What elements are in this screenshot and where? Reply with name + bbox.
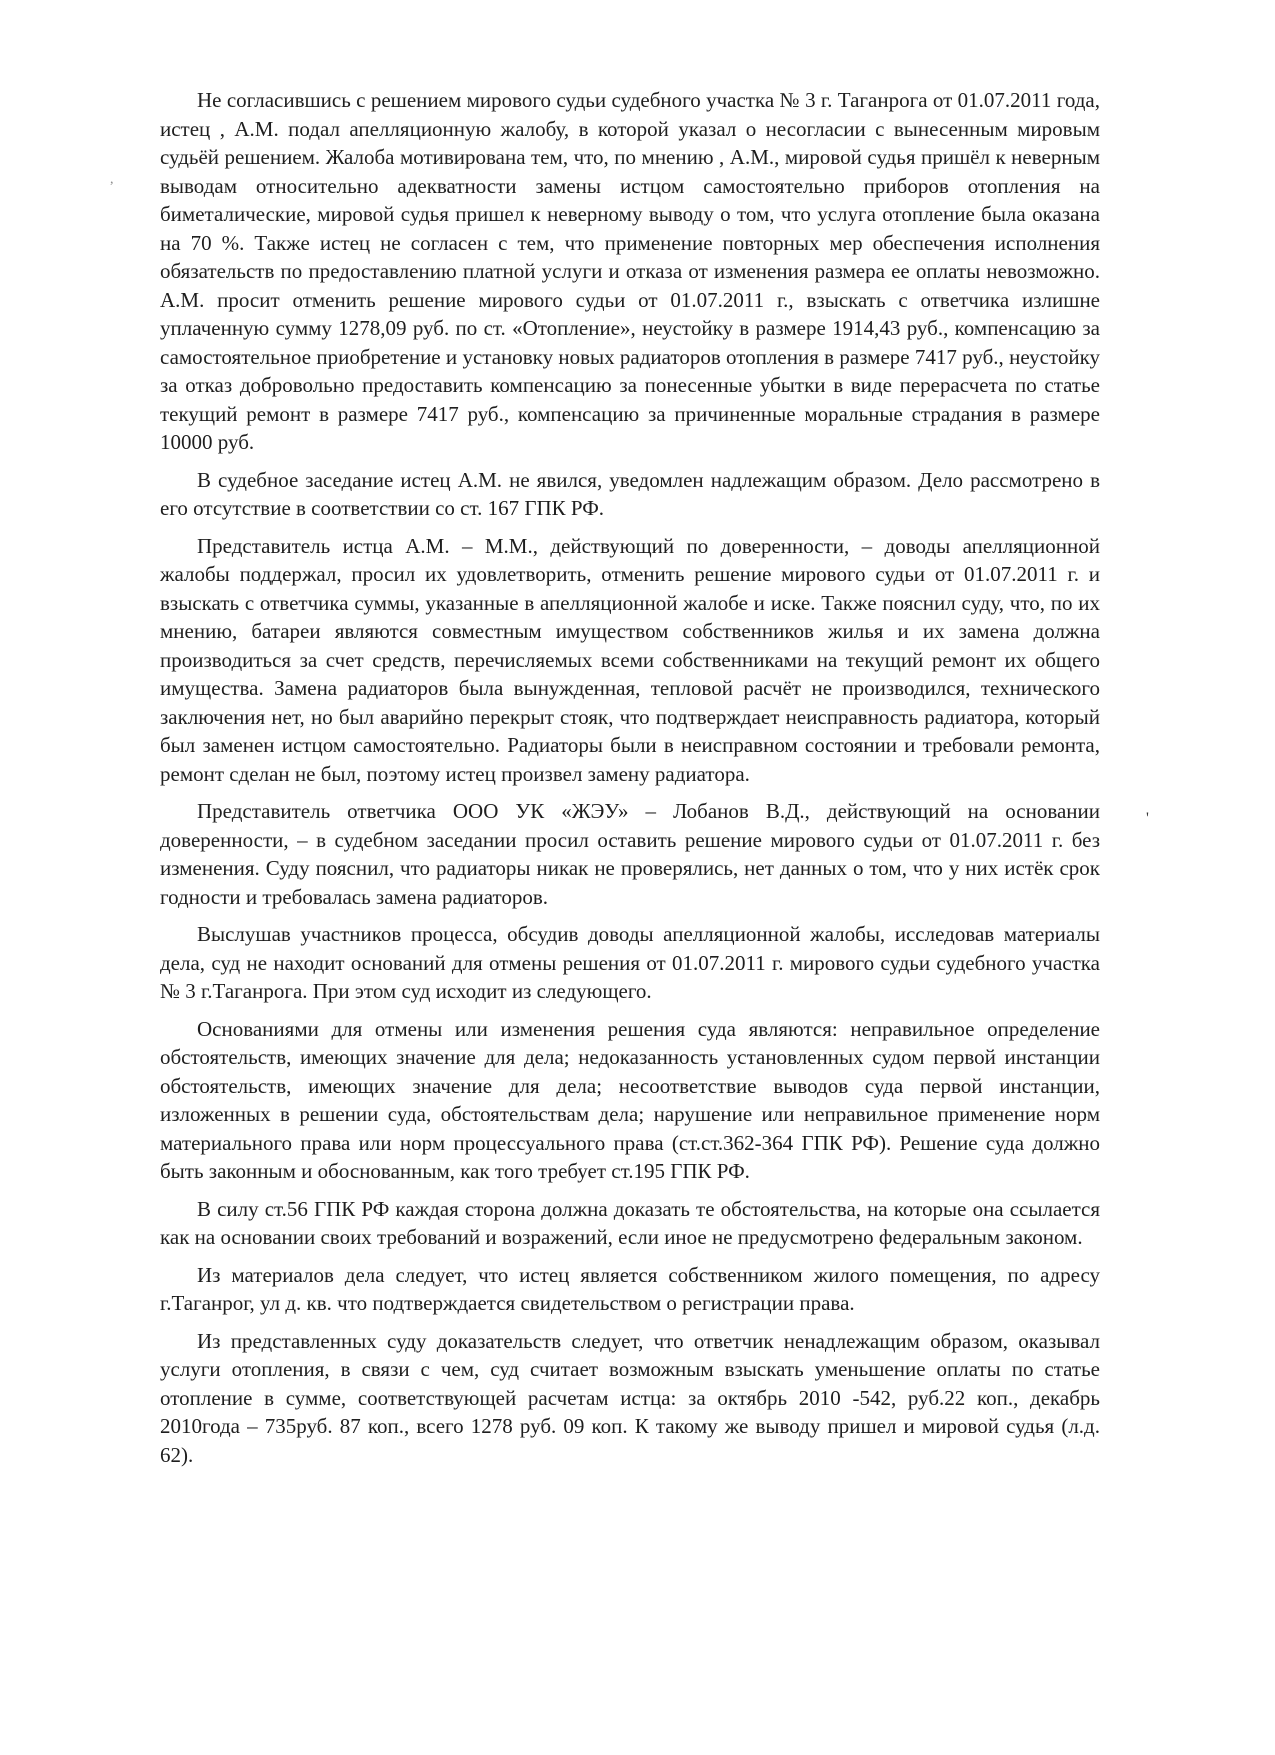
paragraph-ownership: Из материалов дела следует, что истец является собственником жилого помещения, по адресу г.Таганрог, ул д. кв. что подтверждается свидетельством о регистрации права. [160, 1262, 1100, 1315]
paragraph-appeal-summary: Не согласившись с решением мирового судьи судебного участка № 3 г. Таганрога от 01.07.2011 года, истец , А.М. подал апелляционную жалобу, в которой указал о несогласии с вынесенным мировым судьёй решением. Жалоба мотивирована тем, что, по мнению , А.М., мировой судья пришёл к неверным выводам относительно адекватности замены истцом самостоятельно приборов отопления на биметалические, мировой судья пришел к неверному выводу о том, что услуга отопление была оказана на 70 %. Также истец не согласен с тем, что применение повторных мер обеспечения исполнения обязательств по предоставлению платной услуги и отказа от изменения размера ее оплаты невозможно. А.М. просит отменить решение мирового судьи от 01.07.2011 г., взыскать с ответчика излишне уплаченную сумму 1278,09 руб. по ст. «Отопление», неустойку в размере 1914,43 руб., компенсацию за самостоятельное приобретение и установку новых радиаторов отопления в размере 7417 руб., неустойку за отказ добровольно предоставить компенсацию за понесенные убытки в виде перерасчета по статье текущий ремонт в размере 7417 руб., компенсацию за причиненные моральные страдания в размере 10000 руб. [160, 88, 1100, 454]
scan-speck: , [110, 172, 114, 187]
paragraph-burden-of-proof: В силу ст.56 ГПК РФ каждая сторона должна доказать те обстоятельства, на которые она ссылается как на основании своих требований и возражений, если иное не предусмотрено федеральным законом. [160, 1196, 1100, 1249]
paragraph-court-finding: Выслушав участников процесса, обсудив доводы апелляционной жалобы, исследовав материалы дела, суд не находит оснований для отмены решения от 01.07.2011 г. мирового судьи судебного участка № 3 г.Таганрога. При этом суд исходит из следующего. [160, 922, 1100, 1003]
document-body [160, 86, 1100, 1478]
paragraph-plaintiff-absence: В судебное заседание истец А.М. не явился, уведомлен надлежащим образом. Дело рассмотрено в его отсутствие в соответствии со ст. 167 ГПК РФ. [160, 467, 1100, 520]
paragraph-heating-reduction: Из представленных суду доказательств следует, что ответчик ненадлежащим образом, оказывал услуги отопления, в связи с чем, суд считает возможным взыскать уменьшение оплаты по статье отопление в сумме, соответствующей расчетам истца: за октябрь 2010 -542, руб.22 коп., декабрь 2010года – 735руб. 87 коп., всего 1278 руб. 09 коп. К такому же выводу пришел и мировой судья (л.д. 62). [160, 1328, 1100, 1467]
paragraph-grounds-for-reversal: Основаниями для отмены или изменения решения суда являются: неправильное определение обстоятельств, имеющих значение для дела; недоказанность установленных судом первой инстанции обстоятельств, имеющих значение для дела; несоответствие выводов суда первой инстанции, изложенных в решении суда, обстоятельствам дела; нарушение или неправильное применение норм материального права или норм процессуального права (ст.ст.362-364 ГПК РФ). Решение суда должно быть законным и обоснованным, как того требует ст.195 ГПК РФ. [160, 1016, 1100, 1183]
paragraph-plaintiff-representative: Представитель истца А.М. – М.М., действующий по доверенности, – доводы апелляционной жалобы поддержал, просил их удовлетворить, отменить решение мирового судьи от 01.07.2011 г. и взыскать с ответчика суммы, указанные в апелляционной жалобе и иске. Также пояснил суду, что, по их мнению, батареи являются совместным имуществом собственников жилья и их замена должна производиться за счет средств, перечисляемых всеми собственниками на текущий ремонт их общего имущества. Замена радиаторов была вынужденная, тепловой расчёт не производился, технического заключения нет, но был аварийно перекрыт стояк, что подтверждает неисправность радиатора, который был заменен истцом самостоятельно. Радиаторы были в неисправном состоянии и требовали ремонта, ремонт сделан не был, поэтому истец произвел замену радиатора. [160, 533, 1100, 786]
scan-speck: ' [1146, 810, 1149, 827]
paragraph-defendant-representative: Представитель ответчика ООО УК «ЖЭУ» – Лобанов В.Д., действующий на основании доверенности, – в судебном заседании просил оставить решение мирового судьи от 01.07.2011 г. без изменения. Суду пояснил, что радиаторы никак не проверялись, нет данных о том, что у них истёк срок годности и требовалась замена радиаторов. [160, 799, 1100, 909]
